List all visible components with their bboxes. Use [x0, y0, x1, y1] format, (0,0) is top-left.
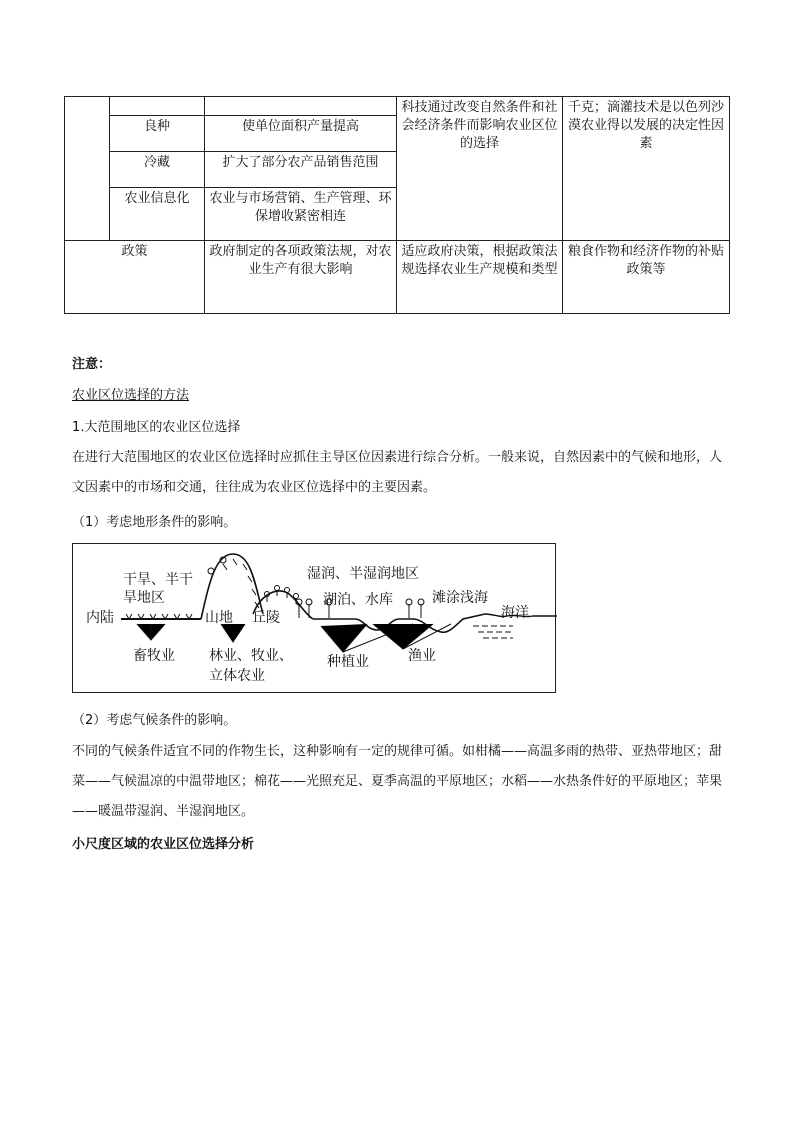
table-cell [205, 152, 397, 188]
factor-name: 良种 [143, 119, 170, 134]
table-cell [110, 97, 205, 116]
table-cell [205, 116, 397, 152]
factor-effect: 农业与市场营销、生产管理、环保增收紧密相连 [209, 191, 392, 224]
label-inland: 内陆 [86, 610, 114, 626]
table-cell [205, 241, 397, 314]
label-forestry: 林业、牧业、 [209, 648, 293, 664]
section1-paragraph: 在进行大范围地区的农业区位选择时应抓住主导区位因素进行综合分析。一般来说，自然因素中的气候和地形，人文因素中的市场和交通，往往成为农业区位选择中的主要因素。 [72, 450, 723, 495]
policy-method: 适应政府决策，根据政策法规选择农业生产规模和类型 [401, 244, 558, 277]
table-cell [205, 188, 397, 241]
pointer-lines [137, 624, 451, 652]
terrain-diagram [72, 543, 556, 693]
factor-effect: 扩大了部分农产品销售范围 [222, 155, 379, 170]
tree-icon [265, 586, 299, 605]
label-planting: 种植业 [327, 654, 369, 670]
label-lake: 湖泊、水库 [323, 592, 393, 608]
policy-effect: 政府制定的各项政策法规，对农业生产有很大影响 [209, 244, 392, 277]
table-cell [110, 152, 205, 188]
policy-example: 粮食作物和经济作物的补贴政策等 [567, 244, 724, 277]
table-cell [110, 188, 205, 241]
label-hill: 丘陵 [252, 610, 280, 626]
sea-waves [473, 626, 513, 638]
table-cell [65, 241, 205, 314]
table-cell [563, 241, 730, 314]
label-arid: 干旱、半干 [123, 572, 193, 588]
section2-title: 小尺度区域的农业区位选择分析 [72, 837, 255, 852]
table-cell [397, 97, 563, 241]
tech-method-text: 科技通过改变自然条件和社会经济条件而影响农业区位的选择 [401, 100, 558, 151]
section1-title: 1.大范围地区的农业区位选择 [72, 420, 241, 435]
table-row [65, 241, 730, 314]
label-fishery: 渔业 [408, 648, 436, 664]
table-row [65, 97, 730, 116]
label-ocean: 海洋 [501, 605, 529, 621]
label-humid: 湿润、半湿润地区 [307, 566, 419, 582]
climate-item: （2）考虑气候条件的影响。 [72, 713, 237, 728]
table-cell [110, 116, 205, 152]
terrain-item: （1）考虑地形条件的影响。 [72, 515, 237, 530]
table-cell [563, 97, 730, 241]
label-arid-2: 旱地区 [123, 590, 165, 606]
factor-name: 冷藏 [143, 155, 170, 170]
table-cell [65, 97, 110, 241]
factor-effect: 使单位面积产量提高 [241, 119, 359, 134]
table-cell [205, 97, 397, 116]
terrain-diagram-svg [73, 544, 557, 694]
climate-paragraph: 不同的气候条件适宜不同的作物生长，这种影响有一定的规律可循。如柑橘——高温多雨的热带、亚热带地区；甜菜——气候温凉的中温带地区；棉花——光照充足、夏季高温的平原地区；水稻——水热条件好的平原地区；苹果——暖温带湿润、半湿润地区。 [72, 744, 723, 819]
table-cell [397, 241, 563, 314]
policy-name: 政策 [121, 244, 148, 259]
agri-factor-table [64, 96, 730, 314]
tech-example-text: 千克；滴灌技术是以色列沙漠农业得以发展的决定性因素 [567, 100, 724, 151]
label-herding: 畜牧业 [133, 648, 175, 664]
label-tidal: 滩涂浅海 [432, 590, 488, 606]
label-forestry-2: 立体农业 [209, 668, 265, 684]
note-heading: 注意： [72, 357, 112, 372]
method-title: 农业区位选择的方法 [72, 388, 190, 403]
tree-icon [208, 557, 259, 608]
label-mountain: 山地 [205, 610, 233, 626]
factor-name: 农业信息化 [124, 191, 190, 206]
